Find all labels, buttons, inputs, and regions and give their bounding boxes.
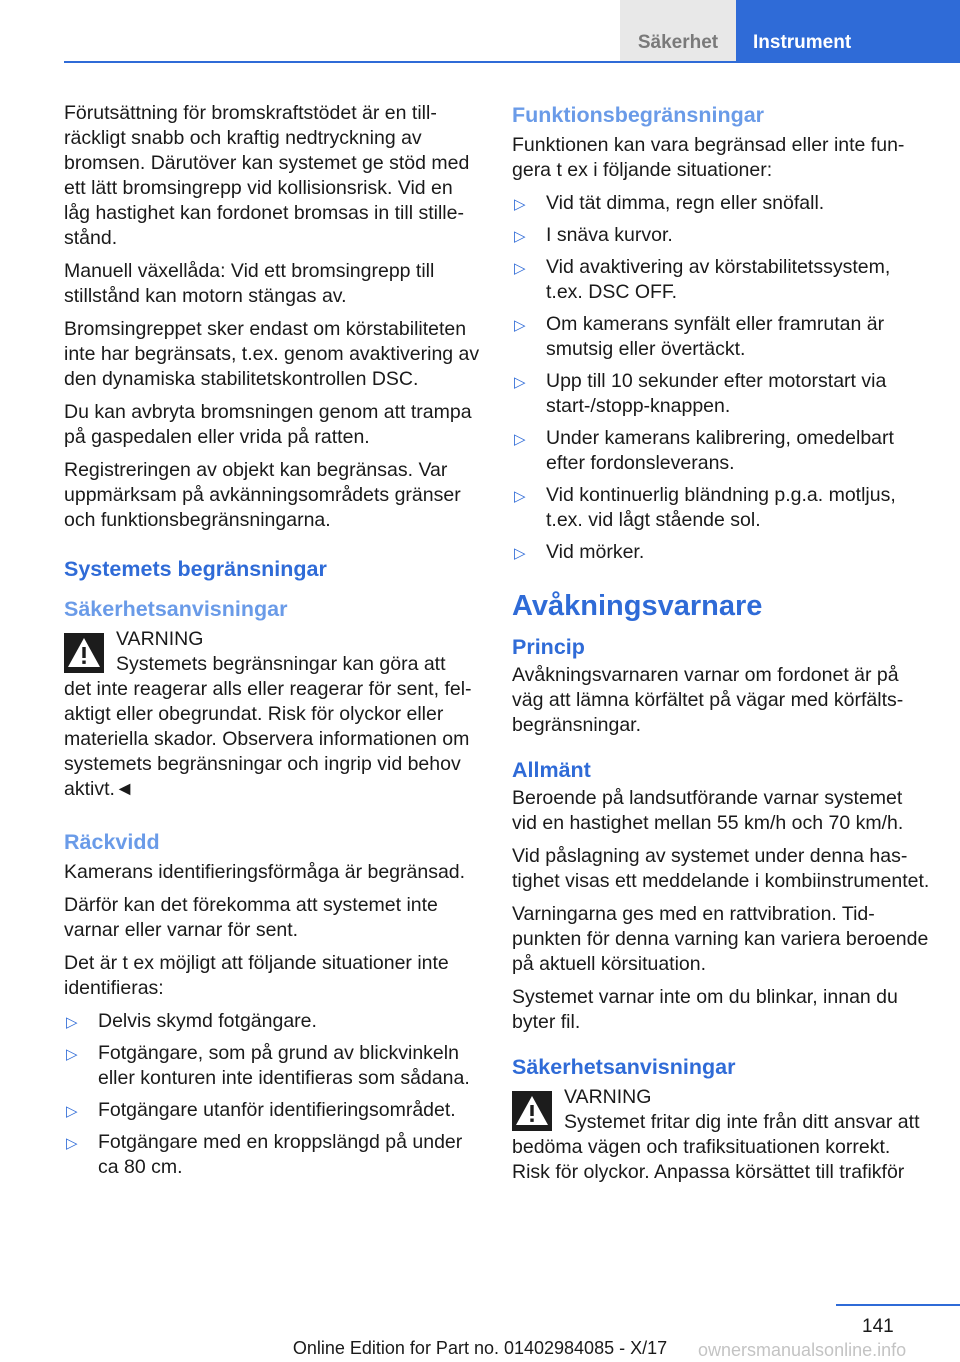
warning-text [64, 652, 482, 802]
list-item: ▷ Vid tät dimma, regn eller snöfall. [512, 191, 932, 216]
heading-general: Allmänt [512, 758, 591, 782]
heading-lane-departure-warning: Avåkningsvarnare [512, 590, 763, 622]
paragraph: Avåkningsvarnaren varnar om fordonet är på väg att lämna körfältet på vägar med körfältsbegränsningar. [512, 664, 904, 736]
bullet-triangle-icon: ▷ [66, 1046, 78, 1063]
paragraph: Därför kan det förekomma att systemet inte varnar eller varnar för sent. [64, 894, 438, 941]
list-item: ▷ Delvis skymd fotgängare. [64, 1009, 482, 1034]
paragraph: Varningarna ges med en rattvibration. Tidpunkten för denna varning kan variera beroende på aktuell körsituation. [512, 903, 929, 975]
edition-line: Online Edition for Part no. 01402984085 - X/17 [292, 1338, 668, 1358]
heading-function-limits: Funktionsbegränsningar [512, 103, 765, 127]
paragraph: Funktionen kan vara begränsad eller inte fungera t ex i följande situationer: [512, 134, 905, 181]
warning-box [512, 1085, 932, 1185]
warning-triangle-icon [512, 1091, 552, 1131]
header-chapter-label: Instrument [753, 32, 852, 53]
page-number: 141 [862, 1316, 894, 1337]
bullet-triangle-icon: ▷ [514, 260, 526, 277]
paragraph: Bromsingreppet sker endast om körstabiliteten inte har begränsats, t.ex. genom avaktivering av den dynamiska stabilitetskontrollen DSC. [64, 318, 480, 390]
bullet-triangle-icon: ▷ [514, 431, 526, 448]
heading-safety-notes: Säkerhetsanvisningar [64, 597, 288, 621]
bullet-triangle-icon: ▷ [514, 228, 526, 245]
paragraph: Förutsättning för bromskraftstödet är en tillräckligt snabb och kraftig nedtryckning av bromsen. Därutöver kan systemet ge stöd med ett lätt bromsingrepp vid kollisionsrisk. Vid en låg hastighet kan fordonet bromsas in till stillestånd. [64, 102, 470, 249]
warning-label: VARNING [564, 1086, 652, 1108]
heading-system-limits: Systemets begränsningar [64, 557, 327, 581]
list-item: ▷ Vid kontinuerlig bländning p.g.a. motljus, t.ex. vid lågt stående sol. [514, 484, 896, 531]
heading-safety-notes: Säkerhetsanvisningar [512, 1055, 736, 1079]
paragraph: Beroende på landsutförande varnar systemet vid en hastighet mellan 55 km/h och 70 km/h. [512, 787, 904, 834]
page-header [0, 0, 960, 62]
warning-text-first-line: Systemet fritar dig inte från ditt ansvar att [564, 1111, 920, 1133]
bullet-triangle-icon: ▷ [66, 1103, 78, 1120]
warning-text [512, 1110, 932, 1185]
paragraph: Vid påslagning av systemet under denna hastighet visas ett meddelande i kombiinstrumentet. [512, 845, 930, 892]
bullet-list [64, 1009, 482, 1180]
list-item: ▷ Under kamerans kalibrering, omedelbart efter fordonsleverans. [514, 427, 894, 474]
paragraph: Manuell växellåda: Vid ett bromsingrepp till stillstånd kan motorn stängas av. [64, 260, 435, 307]
list-item: ▷ Fotgängare, som på grund av blickvinkeln eller konturen inte identifieras som sådana. [66, 1042, 470, 1089]
bullet-triangle-icon: ▷ [66, 1014, 78, 1031]
list-item: ▷ I snäva kurvor. [512, 223, 932, 248]
warning-text-rest: det inte reagerar alls eller reagerar för sent, felaktigt eller obegrundat. Risk för olyckor eller materiella skador. Observera informationen om systemets begränsningar och ingrip vid behov aktivt.◄ [64, 678, 472, 800]
header-section-tab [620, 0, 736, 62]
paragraph: Du kan avbryta bromsningen genom att trampa på gaspedalen eller vrida på ratten. [64, 401, 472, 448]
list-item: ▷ Fotgängare med en kroppslängd på under ca 80 cm. [66, 1131, 463, 1178]
bullet-triangle-icon: ▷ [514, 374, 526, 391]
watermark: ownersmanualsonline.info [698, 1340, 907, 1360]
bullet-triangle-icon: ▷ [514, 488, 526, 505]
bullet-triangle-icon: ▷ [66, 1135, 78, 1152]
bullet-list [512, 191, 932, 565]
list-item: ▷ Om kamerans synfält eller framrutan är smutsig eller övertäckt. [514, 313, 885, 360]
list-item: ▷ Vid avaktivering av körstabilitetssystem, t.ex. DSC OFF. [514, 256, 891, 303]
left-column [64, 101, 482, 1187]
paragraph: Systemet varnar inte om du blinkar, innan du byter fil. [512, 986, 898, 1033]
heading-principle: Princip [512, 635, 585, 659]
paragraph: Det är t ex möjligt att följande situationer inte identifieras: [64, 952, 449, 999]
warning-triangle-icon [64, 633, 104, 673]
footer-rule [836, 1304, 960, 1306]
paragraph: Kamerans identifieringsförmåga är begränsad. [64, 861, 466, 883]
list-item: ▷ Upp till 10 sekunder efter motorstart via start-/stopp-knappen. [514, 370, 887, 417]
warning-text-first-line: Systemets begränsningar kan göra att [116, 653, 446, 675]
header-chapter-tab [736, 0, 960, 62]
list-item: ▷ Fotgängare utanför identifieringsområdet. [64, 1098, 482, 1123]
bullet-triangle-icon: ▷ [514, 317, 526, 334]
heading-range: Räckvidd [64, 830, 160, 854]
paragraph: Registreringen av objekt kan begränsas. Var uppmärksam på avkänningsområdets gränser och funktionsbegränsningarna. [64, 459, 461, 531]
bullet-triangle-icon: ▷ [514, 545, 526, 562]
list-item: ▷ Vid mörker. [512, 540, 932, 565]
header-section-label: Säkerhet [637, 32, 719, 53]
warning-text-rest: bedöma vägen och trafiksituationen korrekt. Risk för olyckor. Anpassa körsättet till trafikför [512, 1136, 905, 1183]
header-rule [64, 61, 960, 63]
warning-label: VARNING [116, 628, 204, 650]
right-column [512, 101, 932, 1193]
bullet-triangle-icon: ▷ [514, 196, 526, 213]
warning-box [64, 627, 482, 802]
